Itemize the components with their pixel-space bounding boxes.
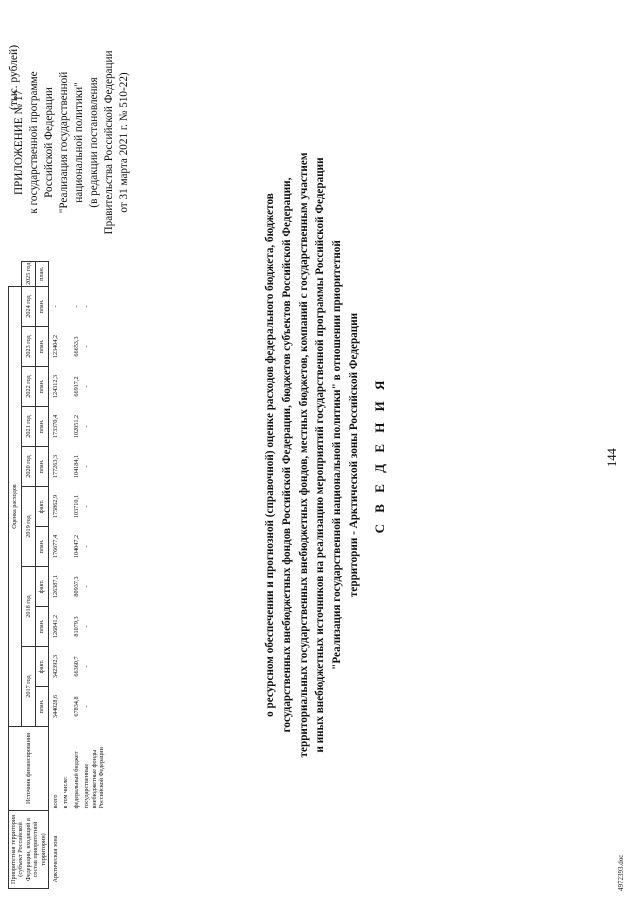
plan-subheader: план. <box>35 367 48 407</box>
value-cell: - <box>83 385 91 388</box>
units-label: (тыс. рублей) <box>8 44 20 110</box>
value-cell: 66360,7 <box>72 656 80 677</box>
plan-subheader: план. <box>35 407 48 447</box>
territory-column-header: Приоритетная территория (субъект Российской Федерации, входящий в состав приоритетной территории) <box>9 811 49 889</box>
value-cell <box>59 327 69 367</box>
subtitle-line: территориальных государственных внебюджетных фондов, местных бюджетов, компаний с государственным участием <box>297 152 310 758</box>
appendix-title: ПРИЛОЖЕНИЕ № 17 <box>13 89 25 196</box>
value-cell: 344028,6 <box>52 694 60 719</box>
value-cell: 124312,3 <box>52 374 60 399</box>
fact-subheader: факт. <box>35 487 48 527</box>
year-header: 2025 год <box>22 261 35 286</box>
plan-subheader: план. <box>35 447 48 487</box>
value-cell <box>59 607 69 647</box>
table-row <box>59 261 69 888</box>
subtitle-line: "Реализация государственной национальной политики" в отношении приоритетной <box>331 240 344 670</box>
document-heading: С В Е Д Е Н И Я <box>372 376 387 534</box>
value-cell: - <box>83 705 91 708</box>
subtitle-line: и иных внебюджетных источников на реализацию мероприятий государственной программы Российской Федерации <box>314 157 327 753</box>
value-cell: - <box>83 505 91 508</box>
appendix-line: Правительства Российской Федерации <box>103 50 115 235</box>
page-number: 144 <box>605 448 619 467</box>
source-column-header: Источник финансирования <box>9 727 49 811</box>
value-cell: - <box>83 425 91 428</box>
value-cell <box>59 287 69 327</box>
source-cell: государственные внебюджетные фонды Российской Федерации <box>83 747 106 809</box>
table-body <box>49 261 106 888</box>
value-cell: - <box>83 305 91 308</box>
expenditure-table <box>8 261 105 889</box>
value-cell <box>59 447 69 487</box>
table-row <box>80 261 105 888</box>
value-cell <box>59 647 69 687</box>
year-header: 2017 год <box>22 647 35 727</box>
value-cell: 81079,3 <box>72 616 80 637</box>
table-row <box>49 261 60 888</box>
value-cell: 104184,1 <box>72 454 80 479</box>
value-cell: 342392,3 <box>52 654 60 679</box>
value-cell <box>59 367 69 407</box>
document-subtitle <box>262 95 363 815</box>
plan-subheader: план. <box>35 327 48 367</box>
plan-subheader: план. <box>35 607 48 647</box>
appendix-block <box>12 20 132 265</box>
subtitle-line: о ресурсном обеспечении и прогнозной (справочной) оценке расходов федерального бюджета, бюджетов <box>264 193 276 717</box>
value-cell <box>59 687 69 727</box>
value-cell: - <box>83 345 91 348</box>
value-cell: 123404,2 <box>52 334 60 359</box>
source-cell: в том числе: <box>62 776 70 809</box>
plan-subheader: план. <box>35 261 48 286</box>
value-cell: 102051,2 <box>72 414 80 439</box>
plan-subheader: план. <box>35 287 48 327</box>
expenditure-table-wrap <box>8 261 105 889</box>
year-header: 2019 год <box>22 487 35 567</box>
value-cell <box>59 487 69 527</box>
document-filename: 4972393.doc <box>617 854 625 891</box>
year-header: 2021 год <box>22 407 35 447</box>
plan-subheader: план. <box>35 527 48 567</box>
value-cell: 104047,2 <box>72 534 80 559</box>
value-cell: 126841,2 <box>52 614 60 639</box>
value-cell: - <box>72 305 80 308</box>
value-cell: - <box>83 465 91 468</box>
value-cell <box>59 567 69 607</box>
appendix-line: (в редакции постановления <box>88 77 100 208</box>
subtitle-line: территории - Арктической зоны Российской Федерации <box>347 312 360 598</box>
estimate-header: Оценка расходов <box>9 287 22 727</box>
source-cell: федеральный бюджет <box>72 751 80 809</box>
fact-subheader: факт. <box>35 567 48 607</box>
value-cell: 173370,4 <box>52 414 60 439</box>
value-cell <box>59 407 69 447</box>
value-cell: 177263,3 <box>52 454 60 479</box>
value-cell: - <box>83 545 91 548</box>
value-cell: 66653,3 <box>72 336 80 357</box>
fact-subheader: факт. <box>35 647 48 687</box>
value-cell: 67834,8 <box>72 696 80 717</box>
source-cell: всего <box>52 794 60 809</box>
appendix-line: от 31 марта 2021 г. № 510-22) <box>118 72 130 213</box>
appendix-line: Российской Федерации <box>43 87 55 198</box>
value-cell: 176677,4 <box>52 534 60 559</box>
year-header: 2022 год <box>22 367 35 407</box>
subtitle-line: государственных внебюджетных фондов Российской Федерации, бюджетов субъектов Российской Федерации, <box>280 177 293 733</box>
territory-cell: Арктическая зона <box>52 835 60 883</box>
year-header: 2020 год <box>22 447 35 487</box>
value-cell: 175862,9 <box>52 494 60 519</box>
value-cell: - <box>83 665 91 668</box>
value-cell: - <box>52 305 60 308</box>
year-header: 2023 год <box>22 327 35 367</box>
value-cell: - <box>83 585 91 588</box>
appendix-line: "Реализация государственной <box>58 71 70 214</box>
table-row <box>70 261 80 888</box>
appendix-line: национальной политики" <box>73 82 85 203</box>
value-cell <box>59 527 69 567</box>
value-cell: 126387,1 <box>52 574 60 599</box>
value-cell: 80937,3 <box>72 576 80 597</box>
value-cell: 66917,2 <box>72 376 80 397</box>
year-header: 2018 год <box>22 567 35 647</box>
plan-subheader: план. <box>35 687 48 727</box>
year-header: 2024 год <box>22 287 35 327</box>
value-cell: 103710,1 <box>72 494 80 519</box>
appendix-line: к государственной программе <box>28 71 40 214</box>
value-cell: - <box>83 625 91 628</box>
